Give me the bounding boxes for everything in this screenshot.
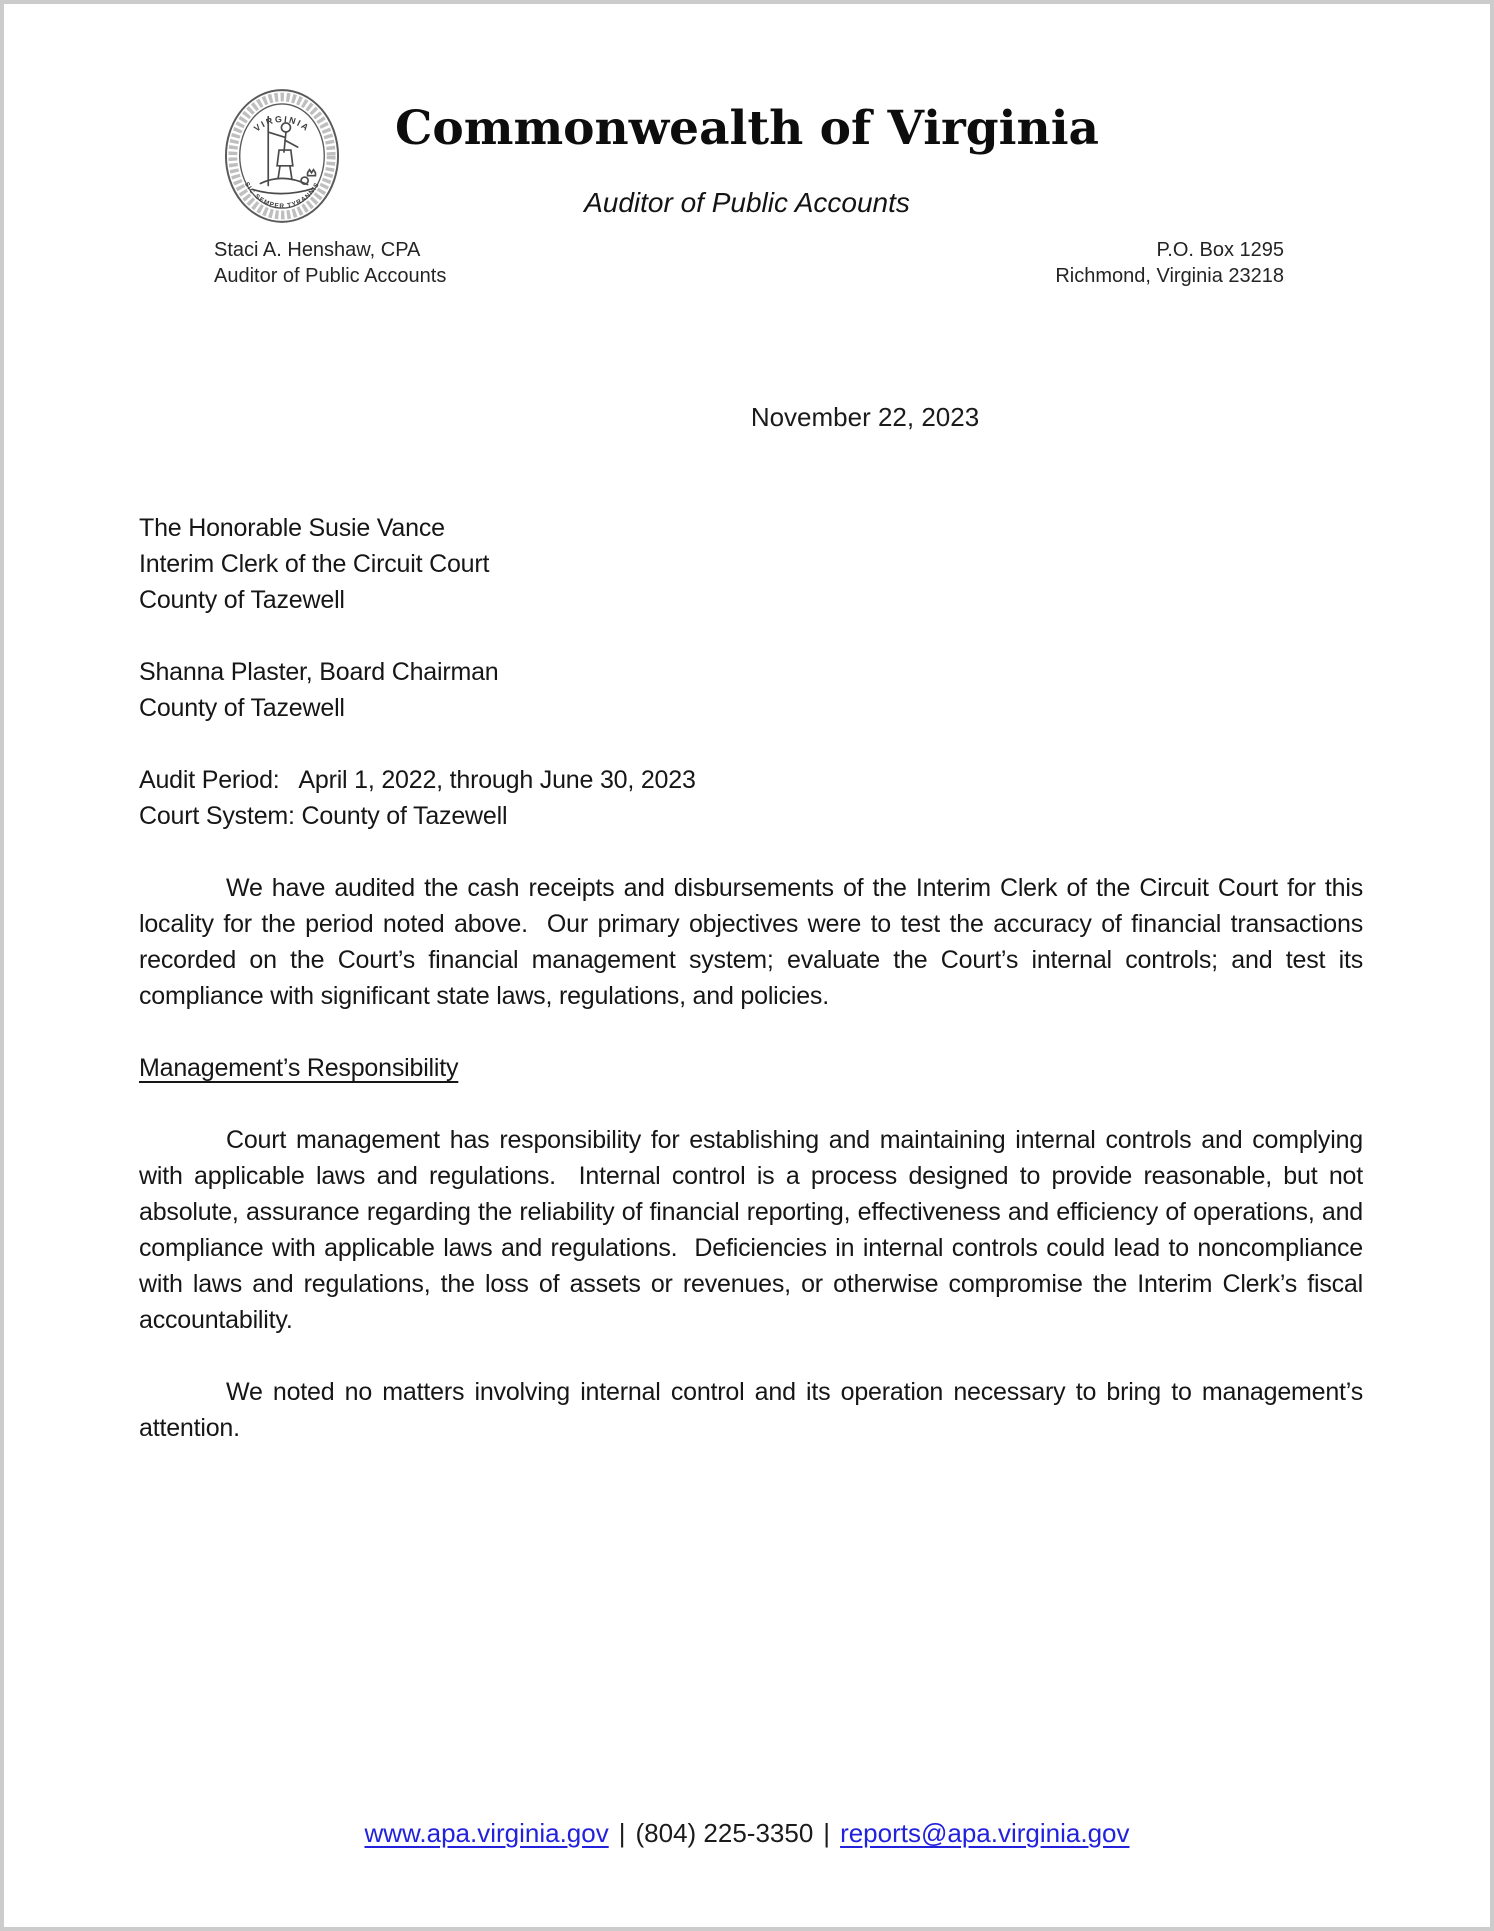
email-link[interactable]: reports@apa.virginia.gov [840,1818,1130,1848]
phone-number: (804) 225-3350 [635,1818,814,1848]
sender-address-block [1055,237,1284,289]
letter-date: November 22, 2023 [750,402,980,432]
footer-contact-line [4,1816,1490,1850]
audit-period-line: Audit Period: April 1, 2022, through June 30, 2023 [139,766,696,794]
org-subtitle: Auditor of Public Accounts [584,187,910,218]
recipient-line: Shanna Plaster, Board Chairman [139,658,499,686]
website-link[interactable]: www.apa.virginia.gov [364,1818,609,1848]
official-title: Auditor of Public Accounts [214,265,447,287]
body-paragraph-1: We have audited the cash receipts and disbursements of the Interim Clerk of the Circuit Court for this locality for the period noted above. Our primary objectives were to test the accuracy of financial transactions recorded on the Court’s financial management system; evaluate the Court’s internal controls; and test its compliance with significant state laws, regulations, and policies. [139,874,1370,1010]
section-heading-management-responsibility: Management’s Responsibility [139,1054,459,1082]
seal-top-text: VIRGINIA [251,113,313,134]
body-paragraph-3: We noted no matters involving internal control and its operation necessary to bring to management’s attention. [139,1378,1370,1442]
letter-body [139,510,1370,1482]
recipient-block-chairman [139,654,1363,726]
recipient-line: County of Tazewell [139,694,345,722]
city-state-line: Richmond, Virginia 23218 [1055,265,1284,287]
footer-separator: | [618,1818,626,1848]
recipient-line: Interim Clerk of the Circuit Court [139,550,490,578]
footer-separator: | [823,1818,831,1848]
org-title: Commonwealth of Virginia [394,101,1100,156]
body-paragraph-2: Court management has responsibility for establishing and maintaining internal controls and complying with applicable laws and regulations. Internal control is a process designed to provide reasonable, but not absolute, assurance regarding the reliability of financial reporting, effectiveness and efficiency of operations, and compliance with applicable laws and regulations. Deficiencies in internal controls could lead to noncompliance with laws and regulations, the loss of assets or revenues, or otherwise compromise the Interim Clerk’s fiscal accountability. [139,1126,1370,1334]
court-system-line: Court System: County of Tazewell [139,802,508,830]
audit-info-block [139,762,1363,834]
recipient-line: The Honorable Susie Vance [139,514,445,542]
official-block [214,237,446,289]
seal-bottom-text: SIC SEMPER TYRANNIS [242,181,322,210]
recipient-block-clerk [139,510,1363,618]
po-box-line: P.O. Box 1295 [1156,239,1284,261]
recipient-line: County of Tazewell [139,586,345,614]
official-name: Staci A. Henshaw, CPA [214,239,421,261]
